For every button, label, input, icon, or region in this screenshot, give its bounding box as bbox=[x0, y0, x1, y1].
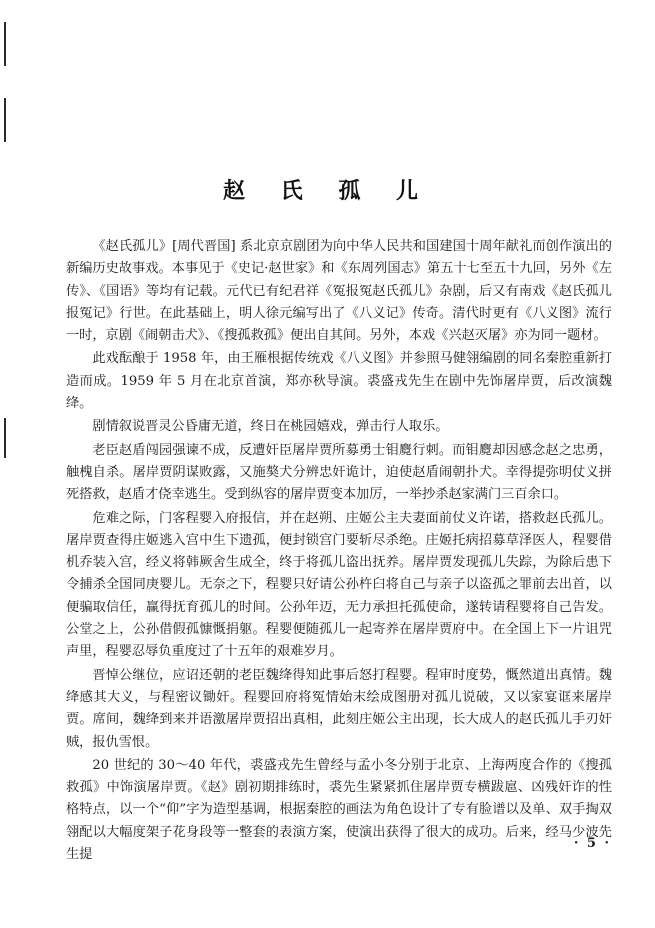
scan-edge-mark bbox=[4, 98, 6, 142]
paragraph: 此戏酝酿于 1958 年，由王雁根据传统戏《八义图》并参照马健翎编剧的同名秦腔重新打造而成。1959 年 5 月在北京首演，郑亦秋导演。裘盛戎先生在剧中先饰屠岸贾，后改演魏绛。 bbox=[66, 351, 612, 412]
paragraph: 晋悼公继位，应诏还朝的老臣魏绛得知此事后怒打程婴。程审时度势，慨然道出真情。魏绛感其大义，与程密议锄奸。程婴回府将冤情始末绘成图册对孤儿说破，又以家宴诓来屠岸贾。席间，魏绛到来并语激屠岸贾招出真相，此刻庄姬公主出现，长大成人的赵氏孤儿手刃奸贼，报仇雪恨。 bbox=[66, 667, 612, 750]
scan-edge-mark bbox=[4, 418, 6, 458]
page-title: 赵 氏 孤 儿 bbox=[223, 179, 432, 204]
article-body bbox=[66, 236, 612, 866]
paragraph: 危难之际，门客程婴入府报信，并在赵朔、庄姬公主夫妻面前仗义许诺，搭救赵氏孤儿。屠岸贾查得庄姬逃入宫中生下遗孤，便封锁宫门要斩尽杀绝。庄姬托病招募草泽医人，程婴借机乔装入宫，经义将韩厥舍生成全，终于将孤儿盗出抚养。屠岸贾发现孤儿失踪，为除后患下令捕杀全国同庚婴儿。无奈之下，程婴只好请公孙杵臼将自己与亲子以盗孤之罪前去出首，以便骗取信任，赢得抚育孤儿的时间。公孙年迈，无力承担托孤使命，遂转请程婴将自己告发。公堂之上，公孙借假孤慷慨捐躯。程婴便随孤儿一起寄养在屠岸贾府中。在全国上下一片诅咒声里，程婴忍辱负重度过了十五年的艰难岁月。 bbox=[66, 510, 612, 660]
paragraph: 20 世纪的 30～40 年代，裘盛戎先生曾经与孟小冬分别于北京、上海两度合作的《搜孤救孤》中饰演屠岸贾。《赵》剧初期排练时，裘先生紧紧抓住屠岸贾专横跋扈、凶残奸诈的性格特点，以一个“仰”字为造型基调，根据秦腔的画法为角色设计了专有脸谱以及单、双手掏双翎配以大幅度架子花身段等一整套的表演方案，使演出获得了很大的成功。后来，经马少波先生提 bbox=[66, 757, 612, 863]
scan-edge-mark bbox=[4, 22, 6, 66]
page-number: · 5 · bbox=[573, 836, 611, 851]
paragraph: 老臣赵盾闯园强谏不成，反遭奸臣屠岸贾所募勇士钼麑行刺。而钼麑却因感念赵之忠勇，触槐自杀。屠岸贾阴谋败露，又施獒犬分辨忠奸诡计，迫使赵盾闹朝扑犬。幸得提弥明仗义拼死搭救，赵盾才侥幸逃生。受到纵容的屠岸贾变本加厉，一举抄杀赵家满门三百余口。 bbox=[66, 442, 612, 503]
paragraph: 剧情叙说晋灵公昏庸无道，终日在桃园嬉戏，弹击行人取乐。 bbox=[92, 419, 449, 435]
paragraph: 《赵氏孤儿》[周代晋国] 系北京京剧团为向中华人民共和国建国十周年献礼而创作演出的新编历史故事戏。本事见于《史记·赵世家》和《东周列国志》第五十七至五十九回，另外《左传》、《国语》等均有记载。元代已有纪君祥《冤报冤赵氏孤儿》杂剧，后又有南戏《赵氏孤儿报冤记》行世。在此基础上，明人徐元编写出了《八义记》传奇。清代时更有《八义图》流行一时，京剧《闹朝击犬》、《搜孤救孤》便出自其间。另外，本戏《兴赵灭屠》亦为同一题材。 bbox=[66, 239, 612, 344]
